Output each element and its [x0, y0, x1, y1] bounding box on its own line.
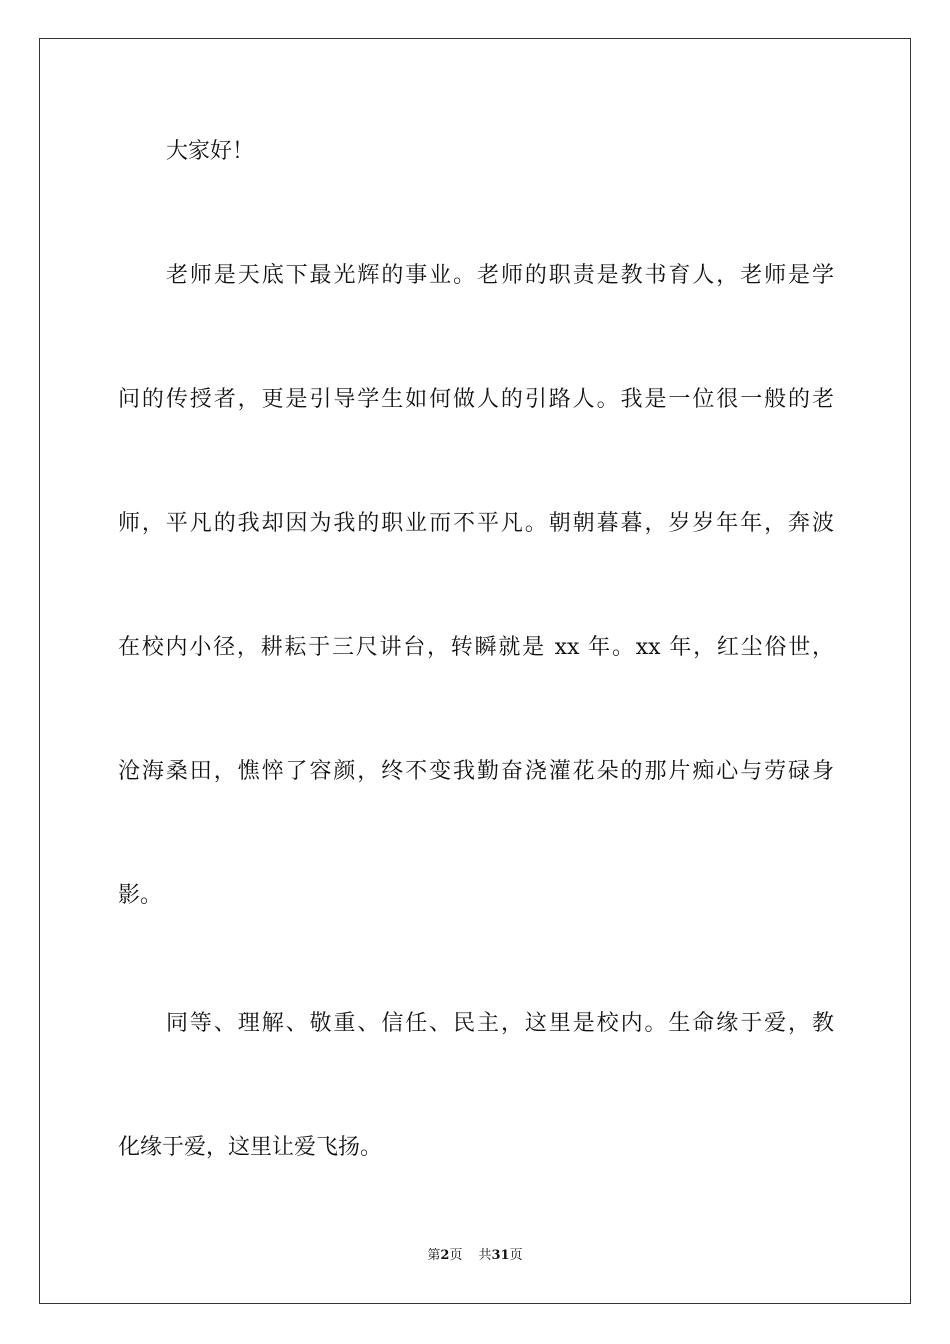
- paragraph-1-line-5: 沧海桑田，憔悴了容颜，终不变我勤奋浇灌花朵的那片痴心与劳碌身: [118, 759, 834, 784]
- paragraph-2-line-2: 化缘于爱，这里让爱飞扬。: [118, 1135, 383, 1160]
- page-footer: [0, 1248, 950, 1264]
- greeting-line: 大家好！: [166, 139, 255, 164]
- footer-prefix: 第: [427, 1248, 441, 1263]
- footer-total-prefix: 共: [478, 1248, 492, 1263]
- paragraph-1-line-4: 在校内小径，耕耘于三尺讲台，转瞬就是 xx 年。xx 年，红尘俗世，: [118, 635, 834, 660]
- paragraph-1-line-2: 问的传授者，更是引导学生如何做人的引路人。我是一位很一般的老: [118, 387, 834, 412]
- paragraph-1-line-3: 师，平凡的我却因为我的职业而不平凡。朝朝暮暮，岁岁年年，奔波: [118, 511, 834, 536]
- paragraph-1-line-6: 影。: [118, 883, 163, 908]
- paragraph-1-line-1: 老师是天底下最光辉的事业。老师的职责是教书育人，老师是学: [166, 263, 834, 288]
- footer-page-suffix: 页: [449, 1248, 463, 1263]
- paragraph-2-line-1: 同等、理解、敬重、信任、民主，这里是校内。生命缘于爱，教: [166, 1011, 834, 1036]
- page-frame: [39, 38, 911, 1304]
- footer-page-number: 2: [440, 1248, 450, 1263]
- footer-total-suffix: 页: [509, 1248, 523, 1263]
- footer-total-pages: 31: [491, 1248, 510, 1263]
